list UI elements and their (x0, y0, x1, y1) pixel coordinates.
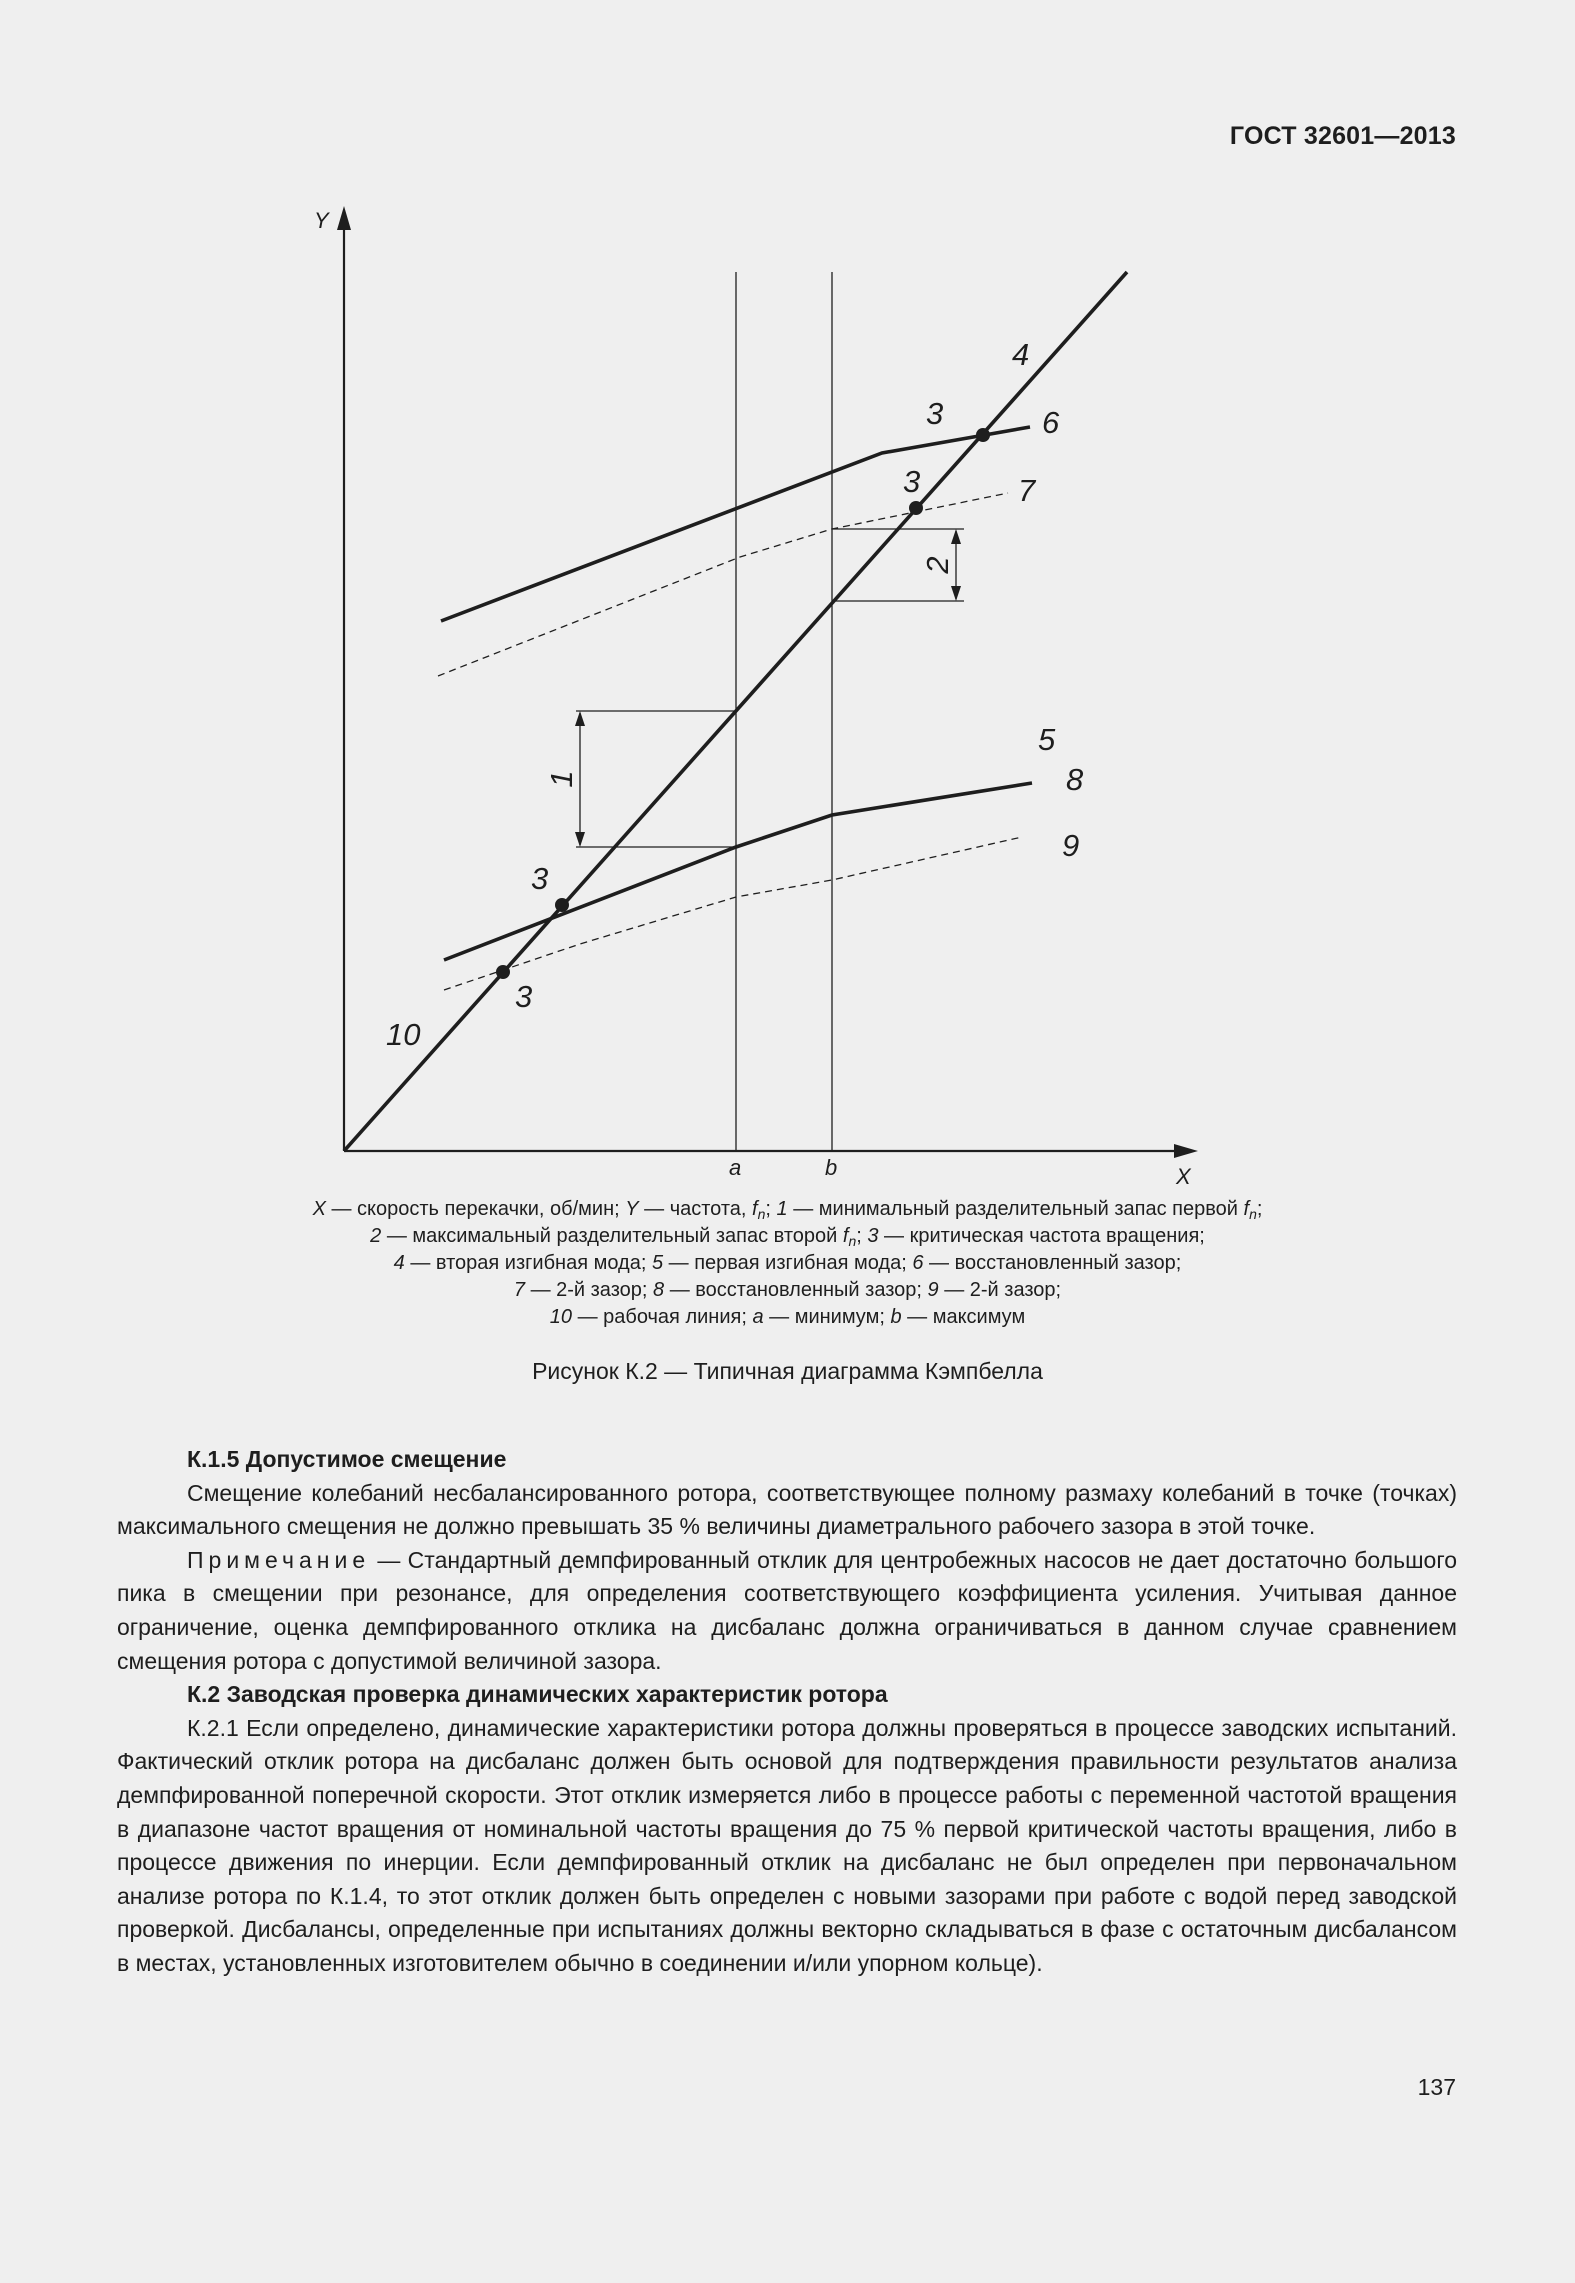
dimension-1-label: 1 (544, 770, 579, 788)
document-header: ГОСТ 32601—2013 (1229, 122, 1456, 150)
label-3: 3 (531, 861, 549, 896)
critical-point (909, 501, 923, 515)
curve-second-gap-9 (444, 837, 1022, 990)
label-9: 9 (1062, 828, 1080, 863)
label-10: 10 (386, 1017, 421, 1052)
dimension-2-label: 2 (920, 556, 955, 574)
label-4: 4 (1012, 337, 1030, 372)
critical-point (496, 965, 510, 979)
x-axis-label: X (1176, 1164, 1191, 1189)
label-6: 6 (1042, 405, 1060, 440)
curve-second-gap-7 (438, 493, 1008, 676)
section-heading: К.2 Заводская проверка динамических характеристик ротора (187, 1681, 888, 1708)
y-axis-label: Y (314, 208, 329, 233)
note-paragraph (117, 1544, 1457, 1678)
critical-point (976, 428, 990, 442)
note-label: Примечание (187, 1546, 371, 1573)
mark-b: b (825, 1155, 838, 1180)
label-3: 3 (926, 396, 944, 431)
x-axis-arrow (1174, 1144, 1198, 1158)
mark-a: a (729, 1155, 742, 1180)
section-heading: К.1.5 Допустимое смещение (187, 1446, 507, 1472)
label-7: 7 (1018, 473, 1036, 508)
body-text (117, 1443, 1457, 1981)
page-number: 137 (1417, 2074, 1456, 2100)
y-axis-arrow (337, 206, 351, 230)
label-8: 8 (1066, 762, 1084, 797)
label-3: 3 (515, 979, 533, 1014)
paragraph: К.2.1 Если определено, динамические характеристики ротора должны проверяться в процессе заводских испытаний. Фактический отклик ротора на дисбаланс должен быть основой для подтверждения правильности результатов анализа демпфированной поперечной скорости. Этот отклик измеряется либо в процессе работы с переменной частотой вращения в диапазоне частот вращения от номинальной частоты вращения до 75 % первой критической частоты вращения, либо в процессе движения по инерции. Если демпфированный отклик на дисбаланс не был определен при первоначальном анализе ротора по К.1.4, то этот отклик должен быть определен с новыми зазорами при работе с водой перед заводской проверкой. Дисбалансы, определенные при испытаниях должны векторно складываться в фазе с остаточным дисбалансом в местах, установленных изготовителем обычно в соединении и/или упорном кольце). (117, 1714, 1457, 1976)
figure-legend: X — скорость перекачки, об/мин; Y — частота, $f_n$; 1 — минимальный разделительный запас первой $f_n$; 2 — максимальный разделительный запас второй $f_n$; 3 — критическая частота вращения; 4 — вторая изгибная мода; 5 — первая изгибная мода; 6 — восстановленный зазор; 7 — 2-й зазор; 8 — восстановленный зазор; 9 — 2-й зазор; 10 — рабочая линия; a — минимум; b — максимум (312, 1198, 1263, 1328)
paragraph: Смещение колебаний несбалансированного ротора, соответствующее полному размаху колебаний в точке (точках) максимального смещения не должно превышать 35 % величины диаметрального рабочего зазора в этой точке. (117, 1479, 1457, 1540)
label-5: 5 (1038, 722, 1056, 757)
label-3: 3 (903, 464, 921, 499)
critical-point (555, 898, 569, 912)
note-text: — Стандартный демпфированный отклик для центробежных насосов не дает достаточно большого пика в смещении при резонансе, для определения соответствующего коэффициента усиления. Учитывая данное ограничение, оценка демпфированного отклика на дисбаланс должна ограничиваться в данном случае сравнением смещения ротора с допустимой величиной зазора. (117, 1546, 1457, 1674)
figure-caption: Рисунок К.2 — Типичная диаграмма Кэмпбелла (532, 1358, 1043, 1384)
